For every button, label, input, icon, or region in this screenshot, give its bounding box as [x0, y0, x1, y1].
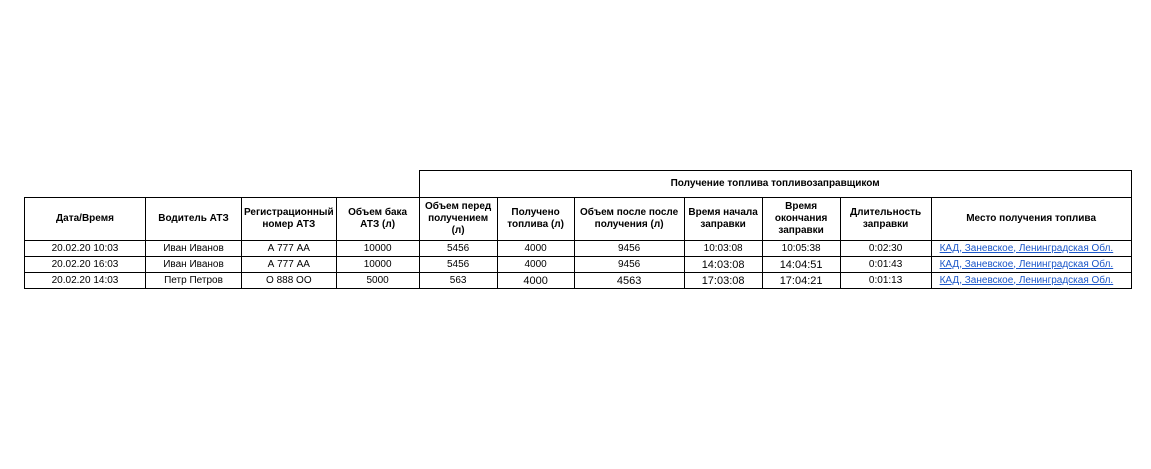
cell-location — [931, 273, 1131, 289]
cell-duration: 0:01:43 — [840, 257, 931, 273]
cell-fuel-received: 4000 — [497, 273, 574, 289]
column-header-volume-after: Объем после после получения (л) — [574, 198, 684, 241]
column-header-end-time: Время окончания заправки — [762, 198, 840, 241]
cell-volume-before: 563 — [419, 273, 497, 289]
cell-datetime: 20.02.20 16:03 — [25, 257, 146, 273]
location-link[interactable]: КАД, Заневское, Ленинградская Обл. — [939, 242, 1114, 254]
cell-datetime: 20.02.20 14:03 — [25, 273, 146, 289]
cell-reg-number: А 777 АА — [242, 257, 337, 273]
column-header-tank-volume: Объем бака АТЗ (л) — [336, 198, 419, 241]
cell-volume-after: 9456 — [574, 241, 684, 257]
location-link[interactable]: КАД, Заневское, Ленинградская Обл. — [939, 258, 1114, 270]
column-header-datetime: Дата/Время — [25, 198, 146, 241]
cell-volume-before: 5456 — [419, 257, 497, 273]
cell-reg-number: О 888 ОО — [242, 273, 337, 289]
group-header-row — [25, 171, 1132, 198]
table-row — [25, 273, 1132, 289]
cell-end-time: 17:04:21 — [762, 273, 840, 289]
table-row — [25, 257, 1132, 273]
column-header-start-time: Время начала заправки — [684, 198, 762, 241]
cell-location — [931, 257, 1131, 273]
column-header-duration: Длительность заправки — [840, 198, 931, 241]
cell-driver: Иван Иванов — [146, 241, 242, 257]
cell-location — [931, 241, 1131, 257]
cell-tank-volume: 10000 — [336, 241, 419, 257]
column-header-fuel-received: Получено топлива (л) — [497, 198, 574, 241]
cell-start-time: 10:03:08 — [684, 241, 762, 257]
cell-start-time: 14:03:08 — [684, 257, 762, 273]
location-link[interactable]: КАД, Заневское, Ленинградская Обл. — [939, 274, 1114, 286]
column-header-reg-number: Регистрационный номер АТЗ — [242, 198, 337, 241]
table-row — [25, 241, 1132, 257]
cell-tank-volume: 5000 — [336, 273, 419, 289]
column-header-row — [25, 198, 1132, 241]
column-header-location: Место получения топлива — [931, 198, 1131, 241]
cell-fuel-received: 4000 — [497, 241, 574, 257]
group-header: Получение топлива топливозаправщиком — [419, 171, 1131, 198]
cell-duration: 0:01:13 — [840, 273, 931, 289]
cell-duration: 0:02:30 — [840, 241, 931, 257]
cell-volume-after: 9456 — [574, 257, 684, 273]
cell-end-time: 10:05:38 — [762, 241, 840, 257]
empty-header-area — [25, 171, 420, 198]
cell-driver: Петр Петров — [146, 273, 242, 289]
cell-reg-number: А 777 АА — [242, 241, 337, 257]
column-header-volume-before: Объем перед получением (л) — [419, 198, 497, 241]
cell-end-time: 14:04:51 — [762, 257, 840, 273]
cell-start-time: 17:03:08 — [684, 273, 762, 289]
column-header-driver: Водитель АТЗ — [146, 198, 242, 241]
cell-tank-volume: 10000 — [336, 257, 419, 273]
cell-driver: Иван Иванов — [146, 257, 242, 273]
cell-datetime: 20.02.20 10:03 — [25, 241, 146, 257]
cell-fuel-received: 4000 — [497, 257, 574, 273]
cell-volume-before: 5456 — [419, 241, 497, 257]
cell-volume-after: 4563 — [574, 273, 684, 289]
fuel-report-table — [24, 170, 1132, 289]
